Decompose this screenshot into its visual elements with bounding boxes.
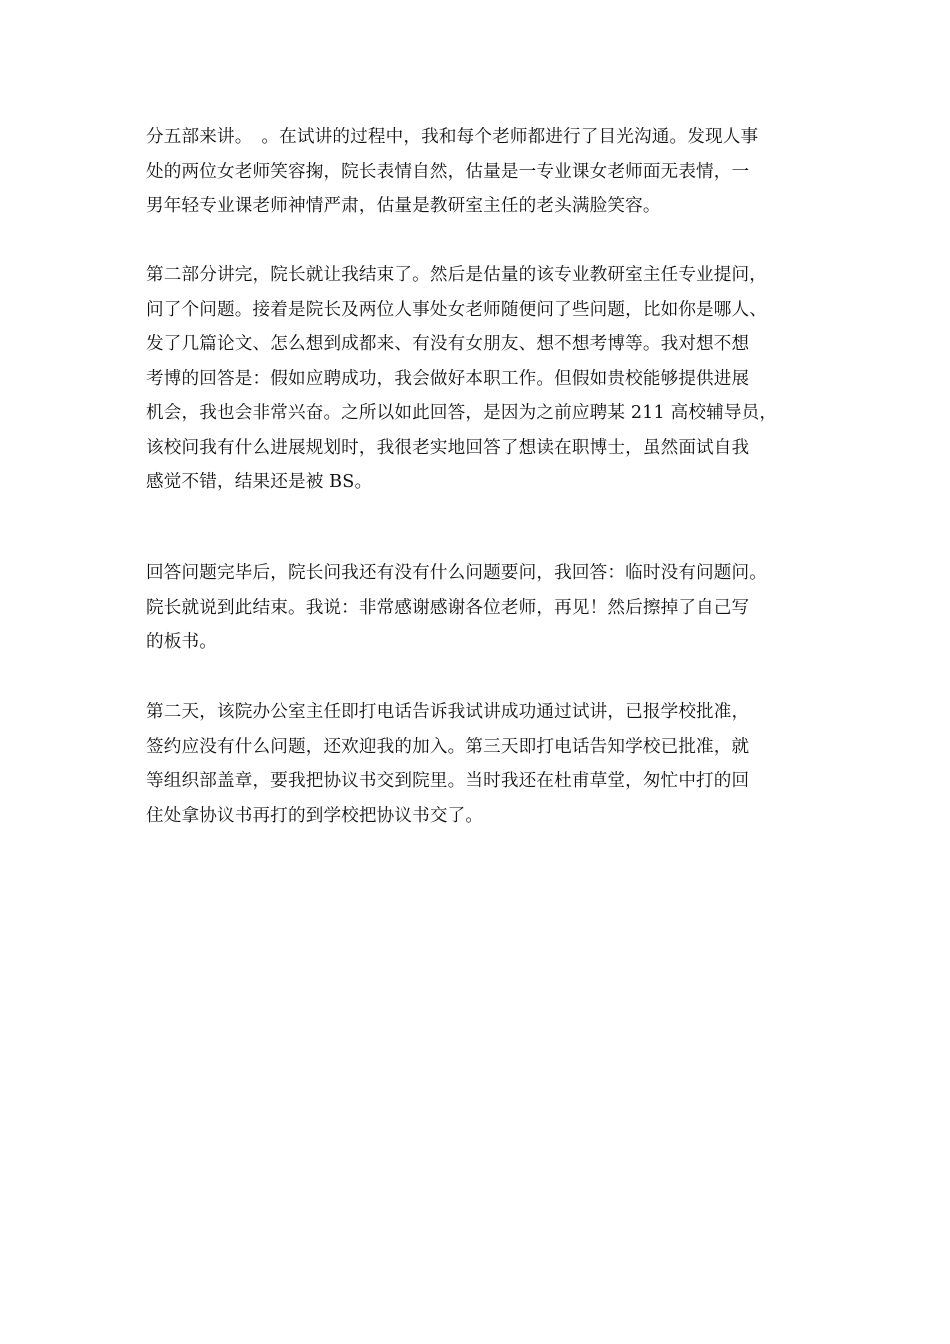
paragraph-2 [146,258,846,500]
text-line: 分五部来讲。 。在试讲的过程中，我和每个老师都进行了目光沟通。发现人事 [146,127,759,147]
text-line: 处的两位女老师笑容掬，院长表情自然，估量是一专业课女老师面无表情，一 [146,161,750,182]
paragraph-1 [146,120,846,224]
text-line: 问了个问题。接着是院长及两位人事处女老师随便问了些问题，比如你是哪人、 [146,299,768,320]
text-line: 回答问题完毕后，院长问我还有没有什么问题要问，我回答：临时没有问题问。 [146,563,768,583]
text-line: 发了几篇论文、怎么想到成都来、有没有女朋友、想不想考博等。我对想不想 [146,334,750,354]
text-line: 考博的回答是：假如应聘成功，我会做好本职工作。但假如贵校能够提供进展 [146,368,750,389]
text-line: 男年轻专业课老师神情严肃，估量是教研室主任的老头满脸笑容。 [146,196,661,216]
text-line: 该校问我有什么进展规划时，我很老实地回答了想读在职博士，虽然面试自我 [146,437,750,458]
paragraph-3 [146,556,846,660]
text-line: 的板书。 [146,632,217,652]
text-line: 感觉不错，结果还是被 BS。 [146,472,373,492]
text-line: 等组织部盖章，要我把协议书交到院里。当时我还在杜甫草堂，匆忙中打的回 [146,771,750,791]
text-line: 第二天，该院办公室主任即打电话告诉我试讲成功通过试讲，已报学校批准， [146,702,750,722]
text-line: 签约应没有什么问题，还欢迎我的加入。第三天即打电话告知学校已批准，就 [146,736,750,757]
text-line: 院长就说到此结束。我说：非常感谢感谢各位老师，再见！然后擦掉了自己写 [146,597,750,618]
paragraph-4 [146,695,846,833]
text-line: 住处拿协议书再打的到学校把协议书交了。 [146,805,484,826]
text-line: 第二部分讲完，院长就让我结束了。然后是估量的该专业教研室主任专业提问， [146,265,768,285]
text-line: 机会，我也会非常兴奋。之所以如此回答，是因为之前应聘某 211 高校辅导员， [146,403,778,423]
